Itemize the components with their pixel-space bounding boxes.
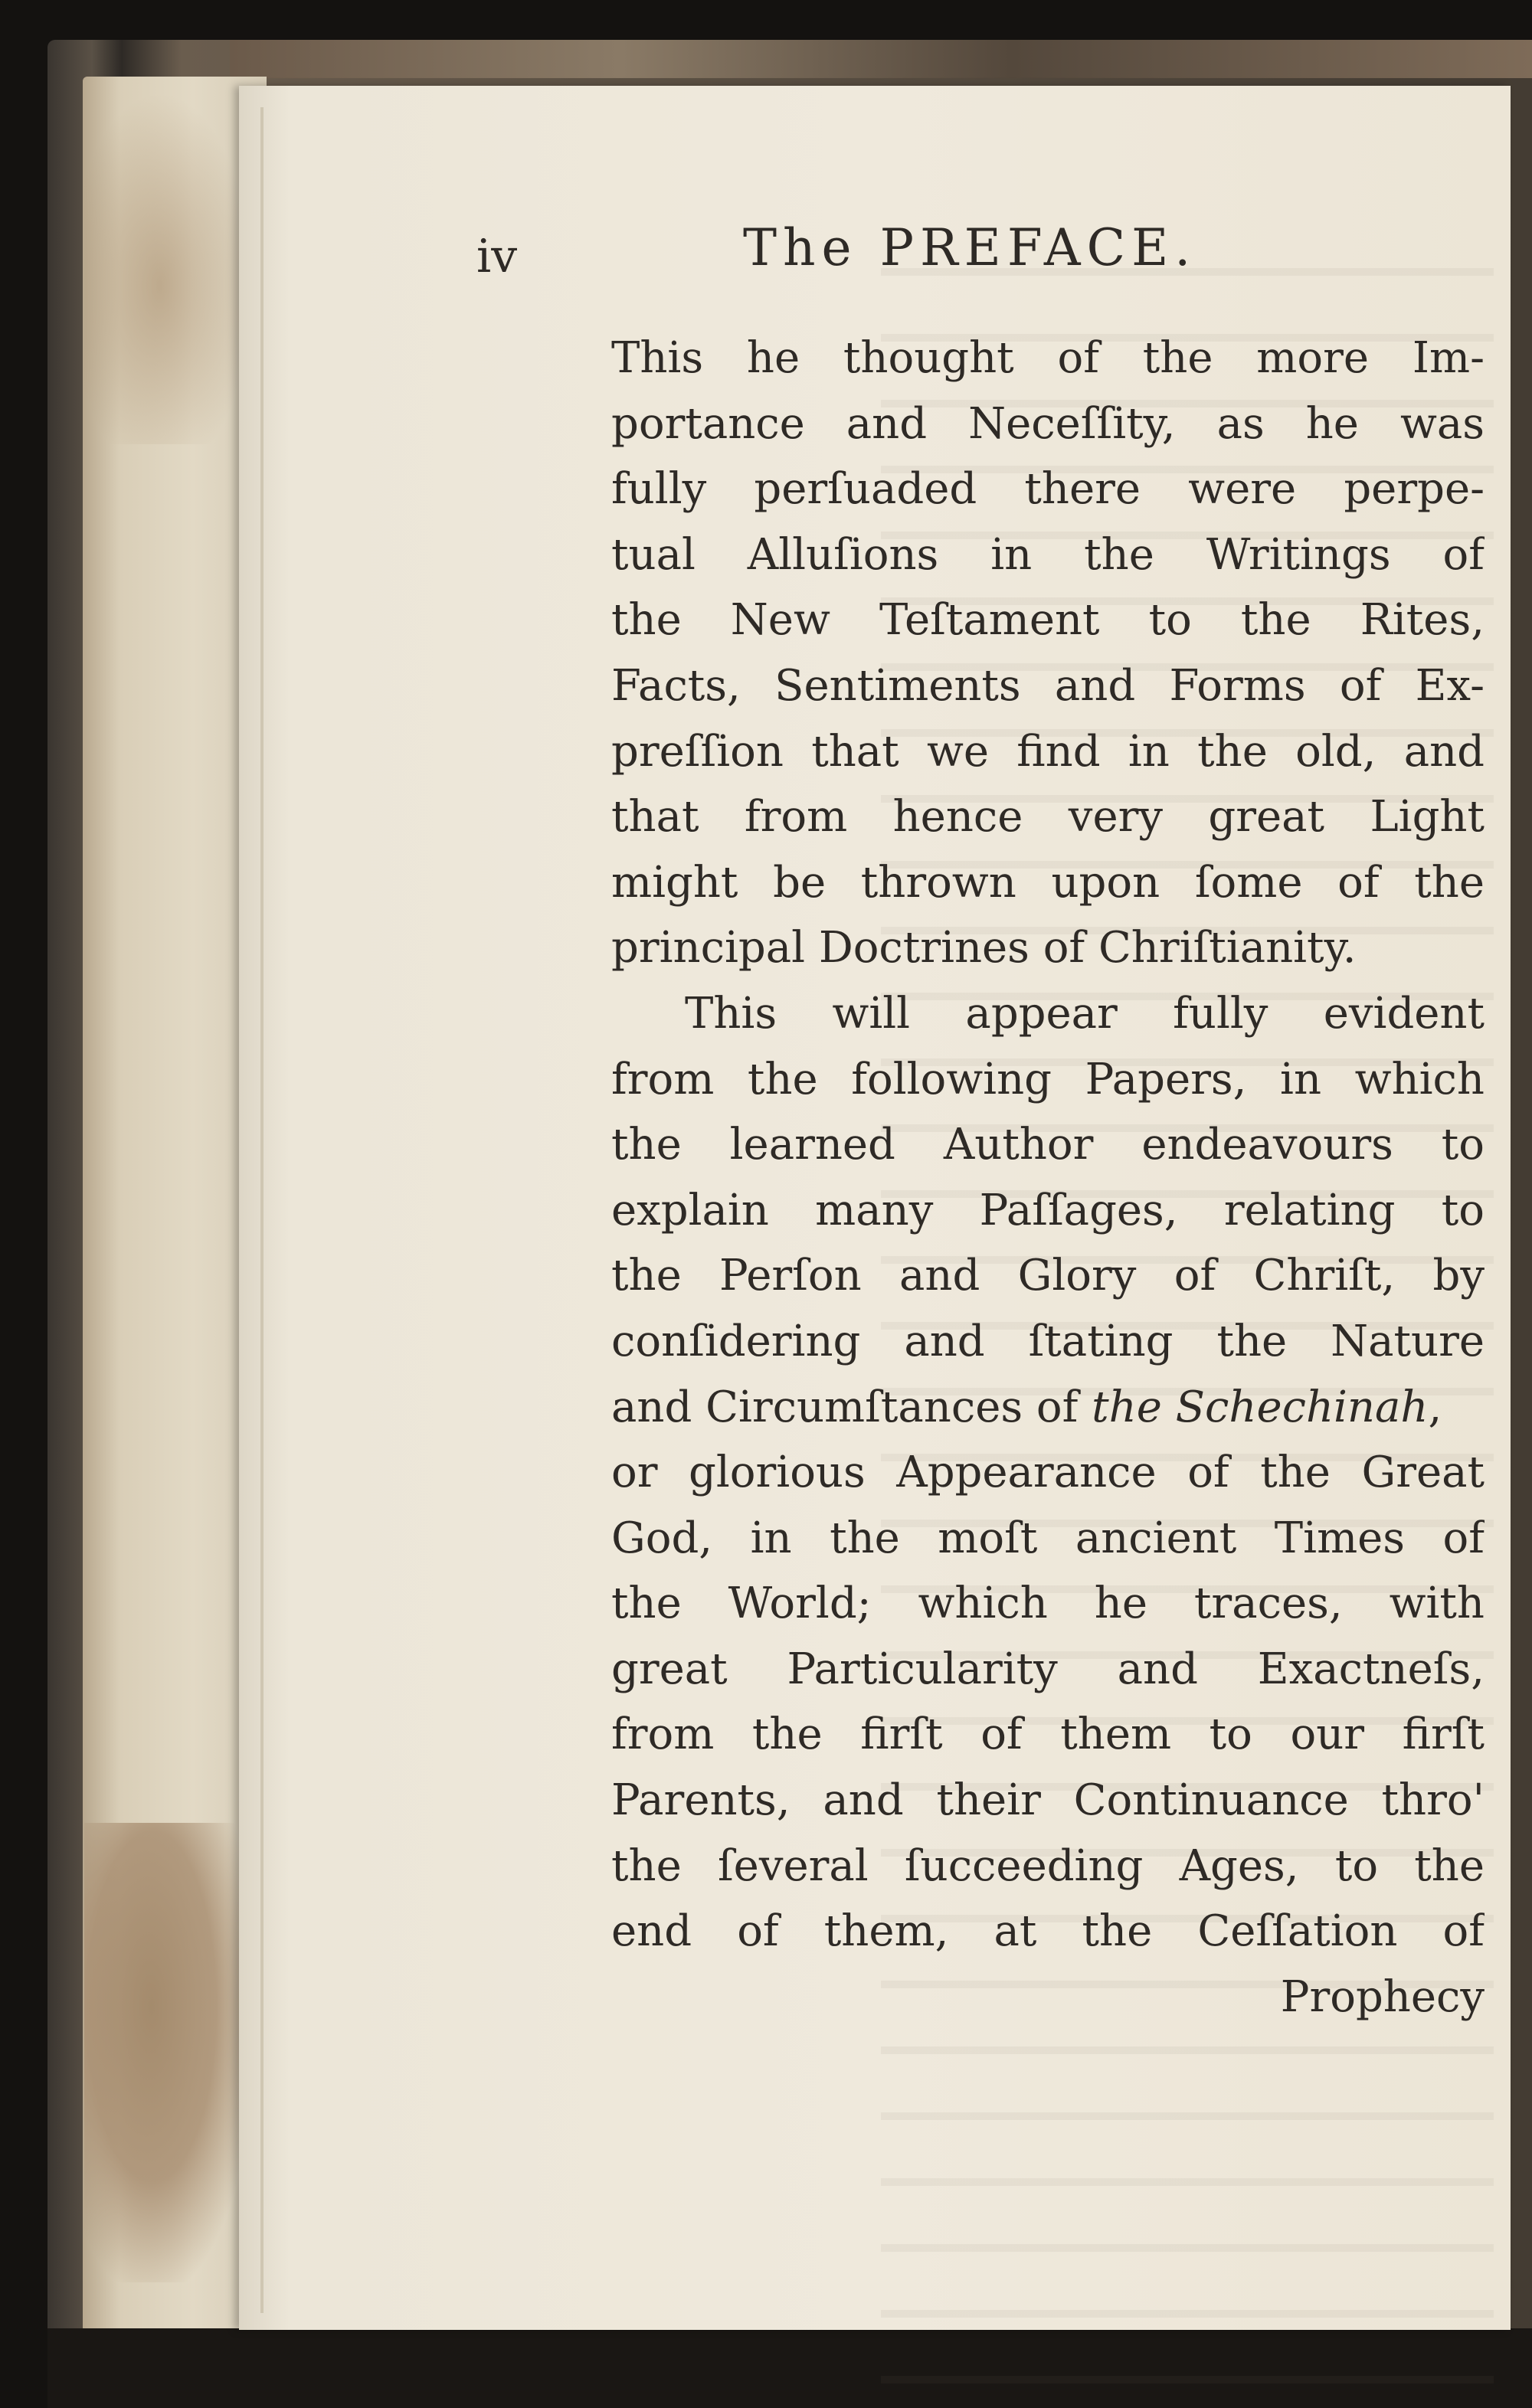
text-line: or glorious Appearance of the Great bbox=[611, 1448, 1485, 1498]
cover-top-edge bbox=[230, 40, 1532, 78]
text-line: principal Doctrines of Chriſtianity. bbox=[611, 923, 1357, 973]
page-number: iv bbox=[476, 230, 518, 283]
body-text bbox=[611, 326, 1485, 2030]
text-line: the World; which he traces, with bbox=[611, 1579, 1485, 1629]
text-line: might be thrown upon ſome of the bbox=[611, 857, 1485, 908]
text-line: great Particularity and Exactneſs, bbox=[611, 1644, 1485, 1694]
italic-trail: , bbox=[1428, 1382, 1442, 1432]
text-line: that from hence very great Light bbox=[611, 792, 1485, 842]
text-line: explain many Paſſages, relating to bbox=[611, 1185, 1485, 1235]
text-line: fully perſuaded there were perpe- bbox=[611, 464, 1485, 515]
text-line-with-italic bbox=[611, 1375, 1485, 1441]
text-line: the Perſon and Glory of Chriſt, by bbox=[611, 1251, 1485, 1301]
text-line: tual Alluſions in the Writings of bbox=[611, 529, 1485, 580]
text-line: God, in the moſt ancient Times of bbox=[611, 1513, 1485, 1563]
flyleaf-stain-top bbox=[84, 92, 253, 444]
running-head: The PREFACE. bbox=[743, 218, 1197, 277]
text-line: Parents, and their Continuance thro' bbox=[611, 1775, 1485, 1826]
text-line: from the firſt of them to our firſt bbox=[611, 1709, 1485, 1760]
italic-phrase: the Schechinah bbox=[1092, 1382, 1429, 1432]
text-line: portance and Neceſſity, as he was bbox=[611, 398, 1485, 449]
text-line: This he thought of the more Im- bbox=[611, 333, 1485, 383]
text-line: from the following Papers, in which bbox=[611, 1054, 1485, 1104]
text-line-start: and Circumſtances of bbox=[611, 1382, 1092, 1432]
flyleaf-stain-bottom bbox=[84, 1823, 253, 2282]
catchword: Prophecy bbox=[1280, 1971, 1485, 2022]
text-line: conſidering and ſtating the Nature bbox=[611, 1316, 1485, 1366]
text-line: the New Teſtament to the Rites, bbox=[611, 595, 1485, 646]
text-line: Facts, Sentiments and Forms of Ex- bbox=[611, 660, 1485, 711]
page-fold-edge bbox=[260, 107, 264, 2313]
text-line: the learned Author endeavours to bbox=[611, 1120, 1485, 1170]
text-line: end of them, at the Ceſſation of bbox=[611, 1906, 1485, 1957]
text-line: preſſion that we find in the old, and bbox=[611, 726, 1485, 777]
paragraph-start-line: This will appear fully evident bbox=[685, 988, 1485, 1039]
text-line: the ſeveral ſucceeding Ages, to the bbox=[611, 1840, 1485, 1891]
